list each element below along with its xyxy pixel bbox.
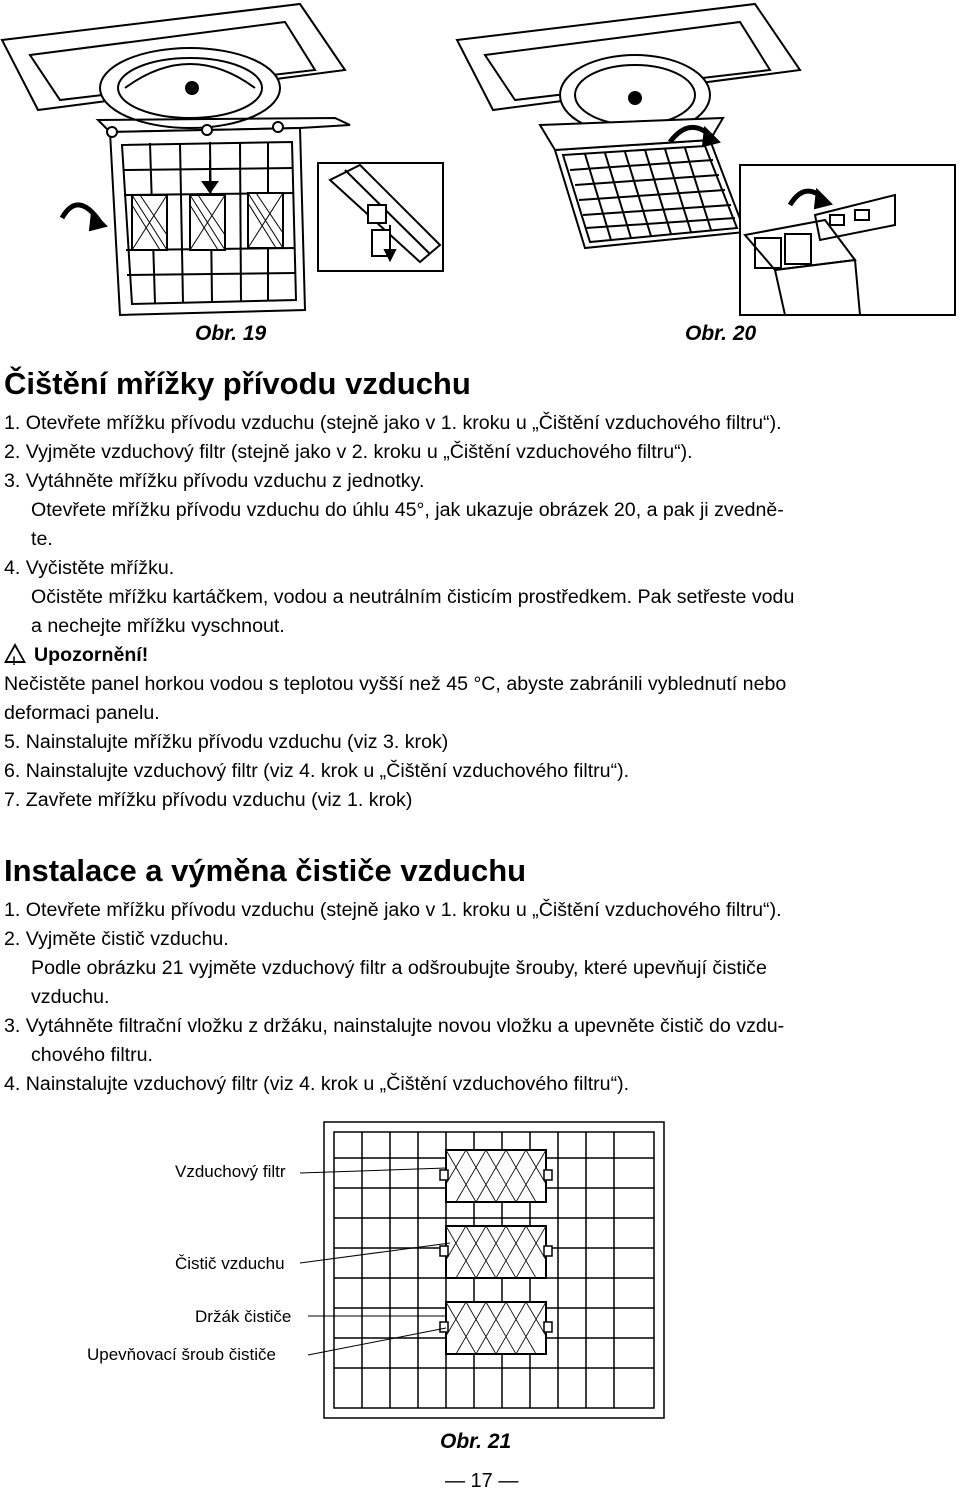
step-3-detail-cont: te.	[31, 528, 53, 550]
label-cleaner-holder: Držák čističe	[195, 1307, 292, 1326]
step-5: 5. Nainstalujte mřížku přívodu vzduchu (viz 3. krok)	[4, 731, 449, 753]
step-4-detail: Očistěte mřížku kartáčkem, vodou a neutrálním čisticím prostředkem. Pak setřeste vodu	[31, 586, 795, 608]
s2-step-3-cont: chového filtru.	[31, 1044, 153, 1066]
step-3: 3. Vytáhněte mřížku přívodu vzduchu z jednotky.	[4, 470, 425, 492]
step-2: 2. Vyjměte vzduchový filtr (stejně jako v 2. kroku u „Čištění vzduchového filtru“).	[4, 441, 693, 463]
s2-step-2-detail-cont: vzduchu.	[31, 986, 110, 1008]
s2-step-3: 3. Vytáhněte filtrační vložku z držáku, nainstalujte novou vložku a upevněte čistič do vzdu-	[4, 1015, 785, 1037]
s2-step-4: 4. Nainstalujte vzduchový filtr (viz 4. krok u „Čištění vzduchového filtru“).	[4, 1073, 630, 1095]
s2-step-1: 1. Otevřete mřížku přívodu vzduchu (stejně jako v 1. kroku u „Čištění vzduchového filtru“).	[4, 899, 782, 921]
section-title-air-cleaner: Instalace a výměna čističe vzduchu	[4, 853, 527, 888]
step-1: 1. Otevřete mřížku přívodu vzduchu (stejně jako v 1. kroku u „Čištění vzduchového filtru“).	[4, 412, 782, 434]
figure-19-illustration	[0, 0, 450, 320]
warning-text: Nečistěte panel horkou vodou s teplotou vyšší než 45 °C, abyste zabránili vyblednutí nebo	[4, 673, 787, 695]
page-number: — 17 —	[445, 1470, 519, 1492]
step-3-detail: Otevřete mřížku přívodu vzduchu do úhlu 45°, jak ukazuje obrázek 20, a pak ji zvedně-	[31, 499, 784, 521]
figure-21-illustration	[300, 1118, 670, 1423]
section1-steps	[4, 409, 959, 815]
warning-heading	[4, 641, 959, 670]
label-cleaner-screw: Upevňovací šroub čističe	[87, 1345, 276, 1364]
step-4-detail-cont: a nechejte mřížku vyschnout.	[31, 615, 285, 637]
figure-21-caption: Obr. 21	[440, 1430, 512, 1453]
figure-20-caption: Obr. 20	[685, 322, 757, 345]
step-7: 7. Zavřete mřížku přívodu vzduchu (viz 1. krok)	[4, 789, 413, 811]
s2-step-2-detail: Podle obrázku 21 vyjměte vzduchový filtr a odšroubujte šrouby, které upevňují čističe	[31, 957, 767, 979]
label-air-filter: Vzduchový filtr	[175, 1162, 286, 1181]
label-air-cleaner: Čistič vzduchu	[175, 1254, 285, 1273]
figure-19-caption: Obr. 19	[195, 322, 267, 345]
step-6: 6. Nainstalujte vzduchový filtr (viz 4. krok u „Čištění vzduchového filtru“).	[4, 760, 630, 782]
s2-step-2: 2. Vyjměte čistič vzduchu.	[4, 928, 229, 950]
warning-title: Upozornění!	[34, 644, 149, 666]
section2-steps	[4, 896, 959, 1099]
section-title-grille-cleaning: Čištění mřížky přívodu vzduchu	[4, 366, 471, 401]
warning-icon	[4, 643, 26, 663]
step-4: 4. Vyčistěte mřížku.	[4, 557, 175, 579]
figure-20-illustration	[455, 0, 960, 320]
warning-text-cont: deformaci panelu.	[4, 702, 160, 724]
